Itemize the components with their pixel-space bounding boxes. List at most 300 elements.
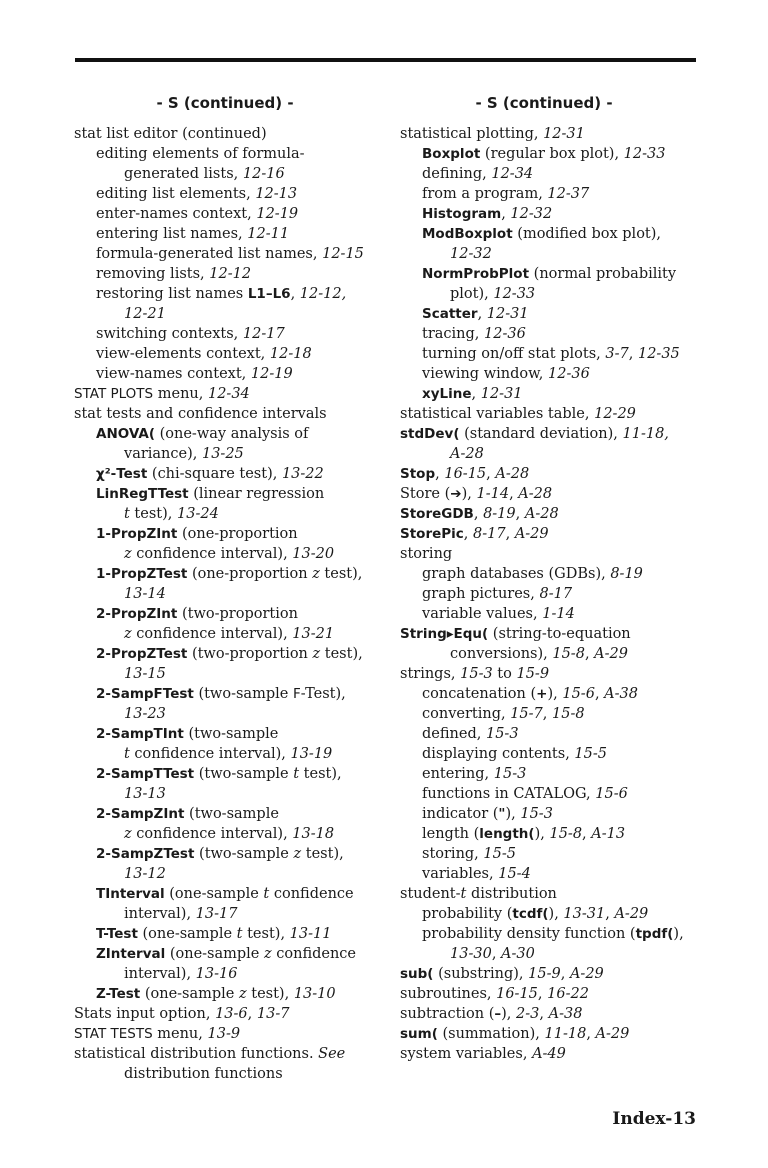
index-text: plot),: [450, 286, 494, 302]
index-line: [400, 604, 700, 624]
index-entries-right: [400, 124, 700, 1064]
index-text: 15-3: [520, 806, 553, 822]
index-text: (one-proportion: [187, 566, 313, 582]
index-text: ,: [473, 506, 484, 522]
index-text: 12-34: [491, 166, 534, 182]
index-text: 12-19: [256, 206, 299, 222]
index-text: length (: [422, 826, 480, 842]
index-text: graph databases (GDBs),: [422, 566, 611, 582]
index-line: [400, 944, 700, 964]
index-text: graph pictures,: [422, 586, 540, 602]
index-text: A-30: [501, 946, 535, 962]
index-text: 2-SampZTest: [96, 846, 195, 862]
index-text: 12-18: [269, 346, 312, 362]
index-text: LinRegTTest: [96, 486, 189, 502]
index-text: A-29: [514, 526, 549, 542]
index-text: ,: [491, 946, 502, 962]
index-text: 16-15: [496, 986, 538, 1002]
index-line: [400, 664, 700, 684]
index-text: ,: [477, 306, 487, 322]
index-text: interval),: [124, 906, 196, 922]
index-text: A-28: [524, 506, 559, 522]
index-text: 16-22: [547, 986, 589, 1002]
index-text: (linear regression: [188, 486, 325, 502]
index-line: [74, 444, 392, 464]
index-text: test),: [301, 846, 344, 862]
index-line: [400, 224, 700, 244]
index-text: interval),: [124, 966, 196, 982]
index-text: system variables,: [400, 1046, 533, 1062]
index-text: ,: [542, 706, 552, 722]
index-text: 13-25: [201, 446, 244, 462]
index-line: [74, 624, 392, 644]
index-line: [400, 164, 700, 184]
index-text: variable values,: [422, 606, 543, 622]
index-text: confidence interval),: [129, 746, 291, 762]
index-line: [400, 724, 700, 744]
index-line: [74, 244, 392, 264]
index-text: ,: [584, 646, 595, 662]
index-text: Stop: [400, 466, 436, 482]
index-text: 12-36: [484, 326, 526, 342]
index-text: 12-12,: [299, 286, 347, 302]
index-line: [400, 204, 700, 224]
index-text: -Test),: [300, 686, 346, 702]
index-text: 12-32: [510, 206, 553, 222]
index-text: See: [318, 1046, 346, 1062]
index-text: defining,: [422, 166, 492, 182]
index-text: xyLine: [422, 386, 472, 402]
index-text: –: [494, 1006, 502, 1022]
index-text: 15-6: [595, 786, 628, 802]
index-line: [400, 144, 700, 164]
index-text: 15-8: [552, 706, 585, 722]
index-text: 15-8: [552, 646, 585, 662]
index-text: ,: [539, 1006, 549, 1022]
index-line: [74, 864, 392, 884]
index-text: 12-17: [242, 326, 285, 342]
index-text: generated lists,: [124, 166, 243, 182]
index-text: displaying contents,: [422, 746, 575, 762]
index-text: variables,: [422, 866, 499, 882]
index-text: 13-18: [292, 826, 335, 842]
index-line: [74, 404, 392, 424]
index-text: 13-13: [124, 786, 166, 802]
index-text: 15-3: [460, 666, 493, 682]
index-text: ,: [582, 826, 592, 842]
index-text: z: [124, 546, 132, 562]
index-line: [400, 684, 700, 704]
index-text: 15-6: [562, 686, 595, 702]
index-line: [74, 844, 392, 864]
index-text: 12-33: [493, 286, 536, 302]
index-line: [74, 804, 392, 824]
index-text: 15-5: [483, 846, 516, 862]
index-line: [400, 424, 700, 444]
index-text: ,: [247, 1006, 257, 1022]
index-line: [74, 124, 392, 144]
index-text: tcdf(: [512, 906, 549, 922]
index-text: ),: [673, 926, 684, 942]
index-text: (chi-square test),: [147, 466, 282, 482]
index-text: 11-18: [544, 1026, 587, 1042]
index-line: [74, 504, 392, 524]
index-text: (modified box plot),: [512, 226, 662, 242]
index-text: 13-23: [124, 706, 166, 722]
index-text: 15-7: [510, 706, 543, 722]
index-text: formula-generated list names,: [96, 246, 323, 262]
index-text: (one-sample: [140, 986, 239, 1002]
index-text: functions in CATALOG,: [422, 786, 596, 802]
index-text: 13-31: [563, 906, 606, 922]
index-text: 1-PropZTest: [96, 566, 188, 582]
index-text: test),: [242, 926, 290, 942]
top-rule: [75, 58, 696, 62]
index-text: ,: [594, 686, 605, 702]
index-line: [74, 264, 392, 284]
index-text: stat list editor (continued): [74, 126, 267, 142]
index-line: [74, 984, 392, 1004]
index-text: ),: [501, 1006, 517, 1022]
column-heading-right: - S (continued) -: [475, 94, 613, 112]
index-text: 13-7: [256, 1006, 290, 1022]
index-text: Store (: [400, 486, 451, 502]
index-text: 1-14: [476, 486, 510, 502]
index-text: 2-SampTInt: [96, 726, 184, 742]
index-text: 12-12: [209, 266, 252, 282]
index-text: STAT PLOTS: [74, 386, 154, 402]
index-text: z: [264, 946, 272, 962]
index-text: 8-19: [483, 506, 516, 522]
index-line: [400, 524, 700, 544]
index-line: [400, 624, 700, 644]
index-text: entering list names,: [96, 226, 248, 242]
index-text: 13-12: [124, 866, 166, 882]
index-line: [400, 964, 700, 984]
index-text: distribution functions: [124, 1066, 283, 1082]
index-text: switching contexts,: [96, 326, 243, 342]
index-text: ➔: [450, 486, 462, 502]
index-text: 2-PropZInt: [96, 606, 178, 622]
index-text: ,: [501, 206, 511, 222]
index-text: +: [536, 686, 548, 702]
index-text: 12-19: [250, 366, 293, 382]
index-text: subroutines,: [400, 986, 497, 1002]
index-line: [400, 804, 700, 824]
index-line: [400, 344, 700, 364]
index-text: 12-32: [450, 246, 492, 262]
index-text: view-elements context,: [96, 346, 270, 362]
index-text: ),: [547, 686, 563, 702]
index-line: [74, 664, 392, 684]
index-line: [400, 884, 700, 904]
index-text: Stats input option,: [74, 1006, 216, 1022]
index-text: (one-sample: [165, 946, 264, 962]
index-line: [400, 504, 700, 524]
index-line: [400, 384, 700, 404]
index-text: χ²-Test: [96, 466, 148, 482]
index-line: [74, 744, 392, 764]
index-text: t: [293, 766, 300, 782]
index-text: (string-to-equation: [488, 626, 631, 642]
index-line: [74, 1044, 392, 1064]
index-line: [74, 464, 392, 484]
index-line: [74, 524, 392, 544]
index-text: distribution: [466, 886, 557, 902]
index-text: removing lists,: [96, 266, 210, 282]
page-footer: Index-13: [612, 1109, 696, 1129]
index-text: 12-13: [255, 186, 298, 202]
index-line: [74, 584, 392, 604]
index-text: (two-proportion: [187, 646, 313, 662]
index-text: ,: [515, 506, 525, 522]
index-text: sub(: [400, 966, 434, 982]
index-line: [400, 1044, 700, 1064]
index-text: 8-17: [539, 586, 573, 602]
index-text: converting,: [422, 706, 511, 722]
index-text: (normal probability: [529, 266, 677, 282]
index-text: z: [293, 846, 302, 862]
index-line: [400, 844, 700, 864]
index-text: z: [124, 826, 132, 842]
index-line: [400, 544, 700, 564]
index-text: 2-SampTTest: [96, 766, 195, 782]
index-text: ModBoxplot: [422, 226, 513, 242]
index-text: ,: [435, 466, 445, 482]
index-line: [74, 1004, 392, 1024]
index-text: 1-PropZInt: [96, 526, 178, 542]
index-text: ),: [548, 906, 564, 922]
index-line: [74, 764, 392, 784]
index-text: probability density function (: [422, 926, 636, 942]
index-text: 12-15: [322, 246, 364, 262]
index-text: A-29: [595, 1026, 630, 1042]
index-line: [74, 384, 392, 404]
index-text: 12-35: [637, 346, 680, 362]
index-text: 13-11: [289, 926, 332, 942]
index-line: [400, 464, 700, 484]
index-text: 15-8: [549, 826, 583, 842]
index-text: 12-31: [543, 126, 585, 142]
index-text: 1-14: [542, 606, 575, 622]
index-line: [74, 364, 392, 384]
index-text: (two-sample: [194, 766, 294, 782]
index-line: [400, 324, 700, 344]
index-text: ),: [534, 826, 550, 842]
index-text: A-28: [518, 486, 553, 502]
index-text: (summation),: [437, 1026, 545, 1042]
index-text: (standard deviation),: [459, 426, 623, 442]
index-text: sum(: [400, 1026, 438, 1042]
index-text: concatenation (: [422, 686, 537, 702]
index-line: [74, 144, 392, 164]
index-text: NormProbPlot: [422, 266, 530, 282]
index-line: [74, 824, 392, 844]
index-text: viewing window,: [422, 366, 548, 382]
index-text: student-: [400, 886, 461, 902]
index-text: 15-9: [516, 666, 550, 682]
index-text: ,: [605, 906, 615, 922]
index-text: confidence interval),: [131, 826, 293, 842]
index-text: 15-3: [493, 766, 527, 782]
index-text: (two-sample: [184, 806, 279, 822]
index-line: [74, 604, 392, 624]
index-line: [400, 744, 700, 764]
index-text: menu,: [153, 386, 208, 402]
index-line: [74, 784, 392, 804]
index-text: A-28: [495, 466, 530, 482]
index-text: statistical variables table,: [400, 406, 595, 422]
index-line: [400, 584, 700, 604]
index-column-left: [74, 92, 392, 1084]
index-line: [400, 644, 700, 664]
index-text: statistical plotting,: [400, 126, 544, 142]
index-text: ANOVA(: [96, 426, 156, 442]
index-text: ,: [509, 486, 519, 502]
index-text: ,: [486, 466, 496, 482]
index-text: (two-sample: [194, 846, 294, 862]
index-text: 13-24: [177, 506, 219, 522]
index-text: test),: [246, 986, 294, 1002]
index-line: [74, 944, 392, 964]
index-text: confidence: [271, 946, 357, 962]
index-text: 12-16: [242, 166, 285, 182]
index-text: 8-19: [610, 566, 643, 582]
index-text: length(: [479, 826, 535, 842]
index-line: [74, 284, 392, 304]
index-line: [400, 564, 700, 584]
index-text: 3-7: [605, 346, 629, 362]
index-text: strings,: [400, 666, 461, 682]
index-text: test),: [129, 506, 177, 522]
index-text: ,: [290, 286, 300, 302]
index-text: L1–L6: [247, 286, 291, 302]
index-text: String▸Equ(: [400, 626, 489, 642]
index-text: 12-11: [247, 226, 290, 242]
index-text: 8-17: [473, 526, 506, 542]
index-text: StoreGDB: [400, 506, 474, 522]
index-line: [400, 404, 700, 424]
index-text: editing elements of formula-: [96, 146, 305, 162]
index-line: [74, 184, 392, 204]
index-line: [74, 924, 392, 944]
index-line: [74, 1064, 392, 1084]
index-text: confidence interval),: [131, 626, 293, 642]
index-text: entering,: [422, 766, 494, 782]
index-text: editing list elements,: [96, 186, 256, 202]
index-text: (two-sample: [183, 726, 279, 742]
index-text: 12-33: [623, 146, 666, 162]
index-text: 2-SampFTest: [96, 686, 194, 702]
index-text: turning on/off stat plots,: [422, 346, 606, 362]
index-text: 13-15: [124, 666, 166, 682]
index-text: 15-5: [574, 746, 607, 762]
index-line: [400, 824, 700, 844]
column-heading-left: - S (continued) -: [156, 94, 294, 112]
index-line: [400, 124, 700, 144]
index-text: tracing,: [422, 326, 485, 342]
index-text: 12-36: [548, 366, 590, 382]
index-text: t: [263, 886, 270, 902]
index-text: (two-proportion: [177, 606, 298, 622]
index-text: F: [292, 686, 301, 702]
index-line: [400, 184, 700, 204]
index-text: confidence interval),: [131, 546, 293, 562]
index-text: ,: [586, 1026, 596, 1042]
index-line: [400, 1004, 700, 1024]
index-line: [74, 684, 392, 704]
index-line: [400, 444, 700, 464]
index-text: 15-9: [528, 966, 561, 982]
index-line: [74, 424, 392, 444]
index-text: 13-10: [293, 986, 336, 1002]
index-text: A-29: [594, 646, 628, 662]
index-text: ": [498, 806, 506, 822]
index-text: (regular box plot),: [480, 146, 624, 162]
index-text: A-29: [569, 966, 604, 982]
index-text: 13-30: [450, 946, 492, 962]
index-text: ),: [505, 806, 521, 822]
index-text: conversions),: [450, 646, 553, 662]
index-text: STAT TESTS: [74, 1026, 153, 1042]
index-text: z: [312, 566, 320, 582]
index-line: [400, 784, 700, 804]
index-text: 12-21: [124, 306, 166, 322]
index-text: t: [124, 506, 130, 522]
index-text: ,: [628, 346, 638, 362]
index-text: A-38: [548, 1006, 583, 1022]
index-text: test),: [299, 766, 342, 782]
index-text: (substring),: [433, 966, 529, 982]
index-text: ZInterval: [96, 946, 166, 962]
index-line: [74, 304, 392, 324]
index-text: view-names context,: [96, 366, 251, 382]
index-text: stat tests and confidence intervals: [74, 406, 327, 422]
index-text: stdDev(: [400, 426, 460, 442]
index-column-right: [400, 92, 700, 1064]
index-text: Z-Test: [96, 986, 141, 1002]
index-text: 15-4: [498, 866, 531, 882]
index-line: [74, 224, 392, 244]
index-text: confidence: [269, 886, 354, 902]
index-text: menu,: [152, 1026, 208, 1042]
index-line: [74, 324, 392, 344]
index-text: 16-15: [444, 466, 487, 482]
index-text: Scatter: [422, 306, 478, 322]
index-line: [74, 704, 392, 724]
index-line: [74, 964, 392, 984]
index-text: 13-6: [215, 1006, 248, 1022]
index-text: from a program,: [422, 186, 548, 202]
index-text: z: [312, 646, 321, 662]
index-line: [400, 304, 700, 324]
index-line: [400, 764, 700, 784]
index-text: storing: [400, 546, 453, 562]
index-text: statistical distribution functions.: [74, 1046, 319, 1062]
index-text: 13-16: [195, 966, 238, 982]
index-text: z: [124, 626, 132, 642]
index-line: [400, 1024, 700, 1044]
index-text: 13-19: [290, 746, 333, 762]
index-text: A-38: [604, 686, 638, 702]
index-text: ),: [461, 486, 477, 502]
index-text: z: [239, 986, 247, 1002]
index-line: [400, 484, 700, 504]
index-text: 11-18,: [622, 426, 669, 442]
index-line: [74, 1024, 392, 1044]
index-text: 2-SampZInt: [96, 806, 185, 822]
index-text: (one-way analysis of: [155, 426, 309, 442]
